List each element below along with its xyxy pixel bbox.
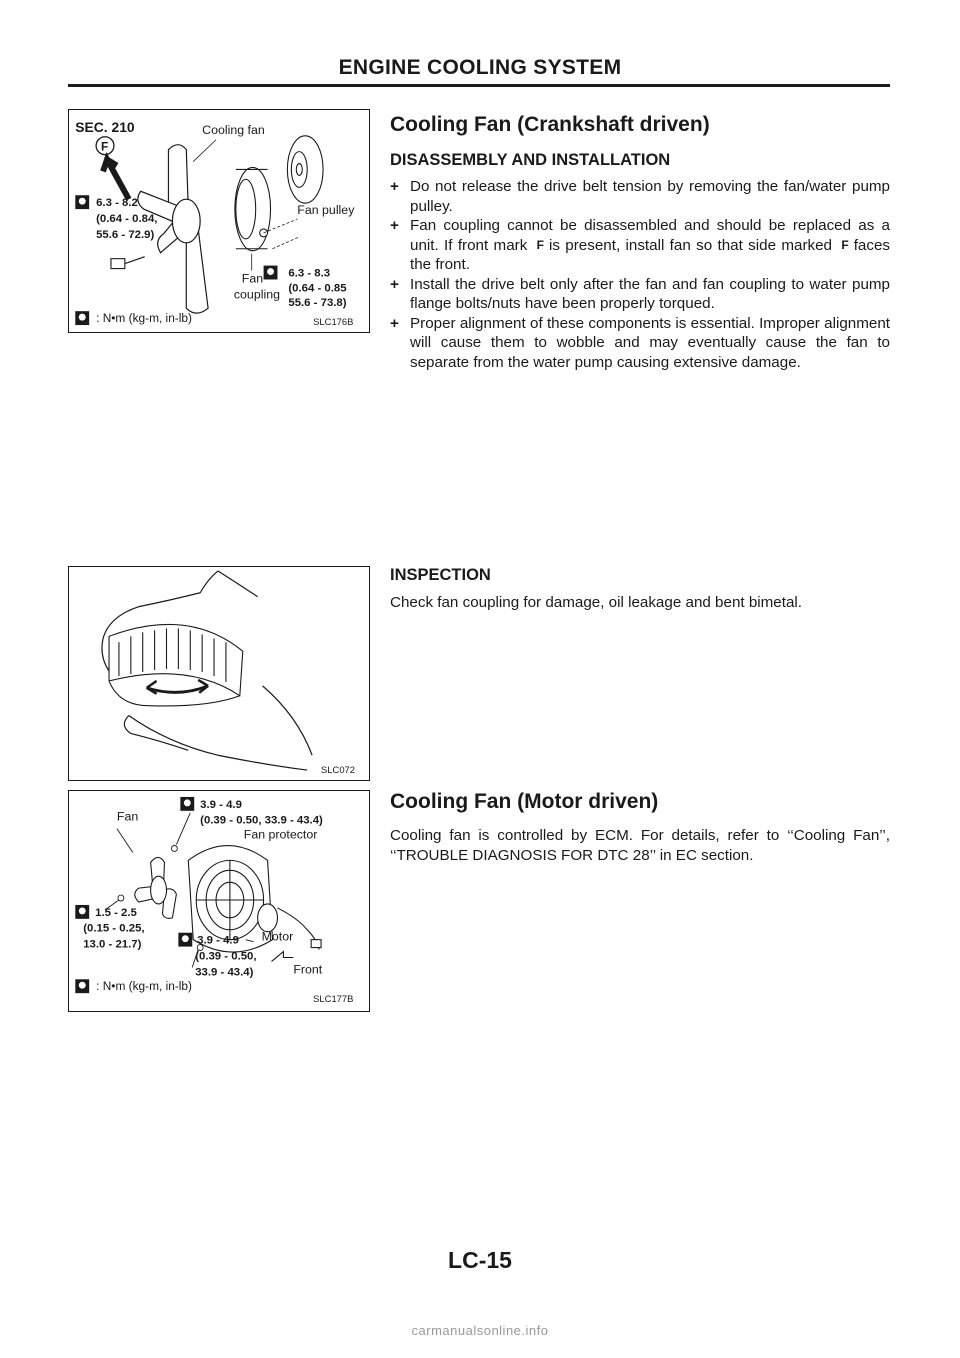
header-rule <box>68 84 890 87</box>
torque-mid-line2: (0.39 - 0.50, <box>195 950 257 963</box>
fan-coupling-icon <box>235 167 271 250</box>
fig3-code: SLC177B <box>313 993 354 1005</box>
label-fan-pulley: Fan pulley <box>297 203 355 218</box>
watermark-text: carmanualsonline.info <box>411 1323 549 1338</box>
fig3-units: : N•m (kg-m, in-lb) <box>96 979 192 994</box>
motor-fan-text: Cooling fan is controlled by ECM. For details, refer to ‘‘Cooling Fan’’, ‘‘TROUBLE DIAGNOSIS FOR DTC 28’’ in EC section. <box>390 827 890 864</box>
bullet-text: faces the front. <box>410 236 890 273</box>
label-coupling: coupling <box>233 287 280 302</box>
front-arrow-icon <box>272 952 294 962</box>
torque-mid-line3: 33.9 - 43.4) <box>195 966 254 979</box>
section-title-crankshaft-fan: Cooling Fan (Crankshaft driven) <box>390 113 710 136</box>
torque2-line2: (0.64 - 0.85 <box>288 282 347 295</box>
front-mark-icon: F <box>841 237 849 252</box>
torque-wrench-icon <box>75 195 89 209</box>
bullet-text: Fan coupling cannot be disassembled and should be replaced as a unit. If front mark <box>410 217 890 254</box>
figure-inspection-drawing <box>69 567 369 780</box>
torque-left-line2: (0.15 - 0.25, <box>83 922 145 935</box>
bullet-symbol: + <box>390 275 399 293</box>
label-fan: Fan <box>116 809 139 824</box>
bullet-symbol: + <box>390 178 399 195</box>
page-number: LC-15 <box>448 1247 512 1273</box>
figure-cooling-fan-motor <box>68 790 370 1012</box>
fig1-units: : N•m (kg-m, in-lb) <box>96 311 192 326</box>
fan-pulley-icon <box>287 136 323 203</box>
subtitle-disassembly: DISASSEMBLY AND INSTALLATION <box>390 151 671 169</box>
torque-top-line1: 3.9 - 4.9 <box>200 798 242 811</box>
torque-mid-line1: 3.9 - 4.9 <box>197 934 239 947</box>
front-mark-icon: F <box>536 237 544 252</box>
fan-blade-icon <box>135 857 177 918</box>
section-crankshaft-fan <box>390 113 890 372</box>
fig1-code: SLC176B <box>313 316 354 328</box>
torque-wrench-icon <box>75 311 89 325</box>
fig1-f-mark: F <box>101 139 109 154</box>
bullet-symbol: + <box>390 217 399 234</box>
section-inspection <box>390 566 890 613</box>
front-arrow-icon <box>103 160 129 200</box>
bullet-symbol: + <box>390 314 399 332</box>
torque1-line1: 6.3 - 8.2 <box>96 197 138 210</box>
bullet-text: Proper alignment of these components is essential. Improper alignment will cause them to wobble and may eventually cause the fan to separate from the water pump causing extensive damage. <box>410 314 890 371</box>
torque1-line2: (0.64 - 0.84, <box>96 212 158 225</box>
label-front: Front <box>293 962 323 977</box>
section-motor-fan <box>390 790 890 865</box>
bullet-item <box>390 216 890 275</box>
subtitle-inspection: INSPECTION <box>390 566 491 584</box>
bullet-text: Install the drive belt only after the fan and fan coupling to water pump flange bolts/nuts have been properly torqued. <box>410 275 890 312</box>
fig1-sec-label: SEC. 210 <box>75 118 135 135</box>
torque-left-line3: 13.0 - 21.7) <box>83 938 142 951</box>
torque-wrench-icon <box>75 905 89 919</box>
figure-cooling-fan-crankshaft-drawing <box>69 110 369 332</box>
torque1-line3: 55.6 - 72.9) <box>96 228 155 241</box>
bullet-item <box>390 177 890 216</box>
label-fan: Fan <box>241 271 264 286</box>
label-motor: Motor <box>261 929 294 944</box>
bullet-item <box>390 314 890 373</box>
inspection-text: Check fan coupling for damage, oil leakage and bent bimetal. <box>390 594 803 611</box>
torque-wrench-icon <box>75 979 89 993</box>
torque2-line3: 55.6 - 73.8) <box>288 297 347 310</box>
page-header-title: ENGINE COOLING SYSTEM <box>338 56 622 79</box>
torque-top-line2: (0.39 - 0.50, 33.9 - 43.4) <box>200 814 323 827</box>
bullet-text: Do not release the drive belt tension by removing the fan/water pump pulley. <box>410 178 890 215</box>
leader-cooling-fan <box>193 140 216 162</box>
figure-inspection <box>68 566 370 781</box>
torque-wrench-icon <box>178 933 192 947</box>
torque-wrench-icon <box>180 797 194 811</box>
torque-wrench-icon <box>264 266 278 280</box>
figure-cooling-fan-crankshaft <box>68 109 370 333</box>
torque2-line1: 6.3 - 8.3 <box>288 267 331 280</box>
disassembly-bullets <box>390 177 890 372</box>
bullet-item <box>390 275 890 314</box>
fig2-code: SLC072 <box>321 764 356 776</box>
label-fan-protector: Fan protector <box>243 827 318 842</box>
section-title-motor-fan: Cooling Fan (Motor driven) <box>390 790 659 813</box>
torque-left-line1: 1.5 - 2.5 <box>95 906 137 919</box>
bullet-text: is present, install fan so that side marked <box>548 236 832 254</box>
figure-cooling-fan-motor-drawing <box>69 791 369 1011</box>
label-cooling-fan: Cooling fan <box>202 122 265 137</box>
